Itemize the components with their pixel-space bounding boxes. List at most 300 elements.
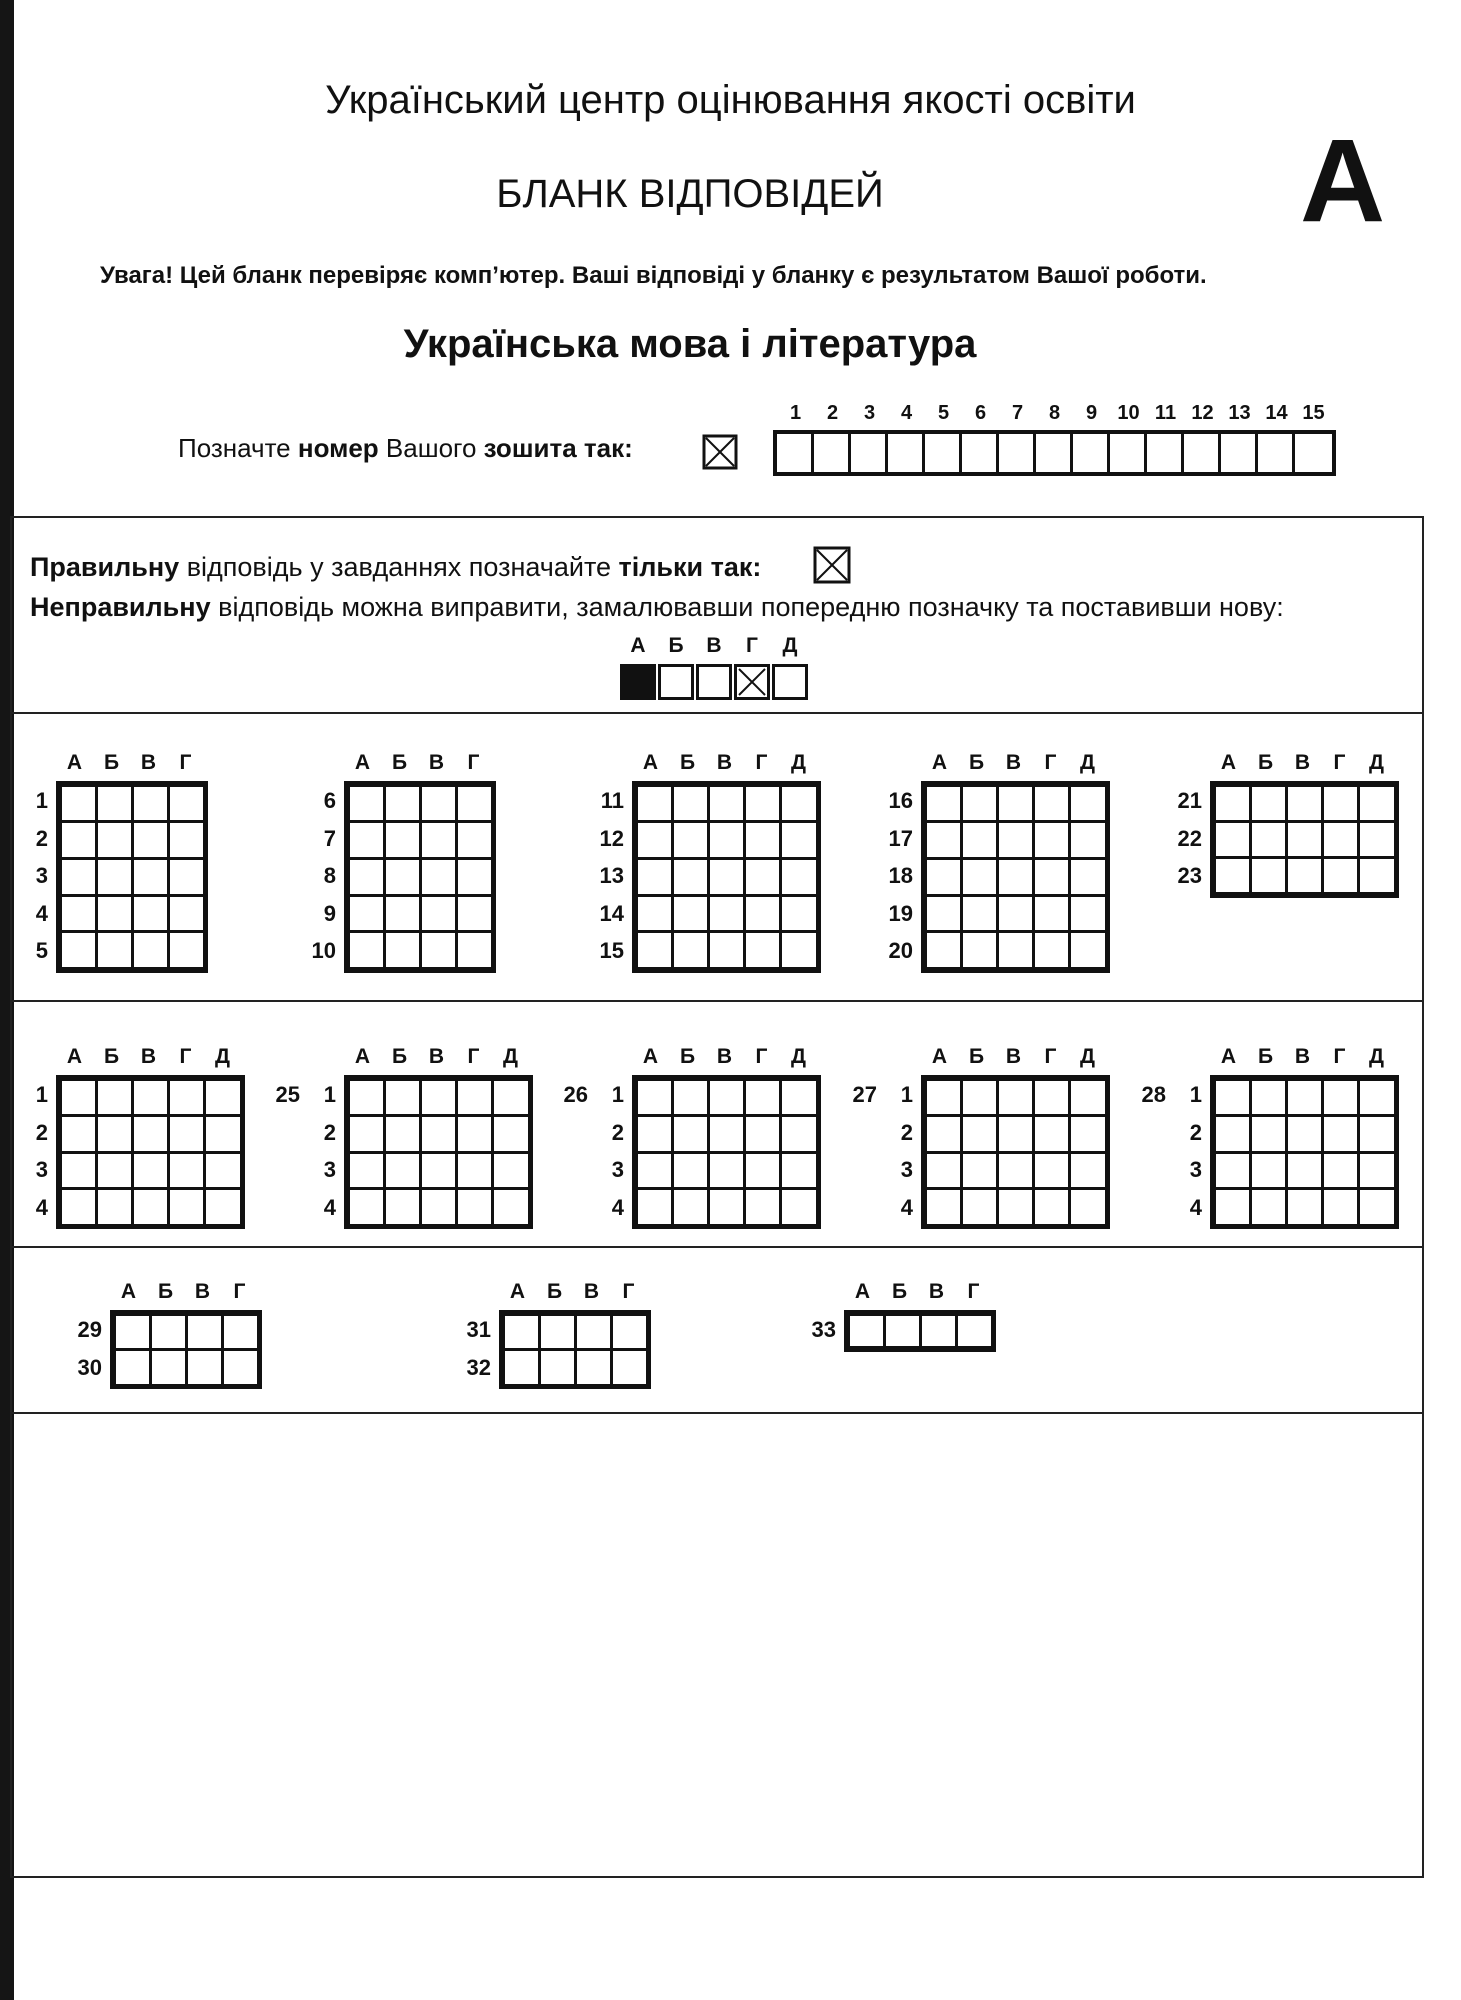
answer-box[interactable] [707,1187,746,1227]
row-number: 1 [611,1082,624,1107]
column-letter: Б [679,1045,696,1068]
answer-box[interactable] [960,1187,999,1227]
notebook-number-label: 15 [1302,402,1325,424]
answer-box[interactable] [919,1313,958,1350]
answer-box[interactable] [167,894,206,934]
answer-box[interactable] [95,820,134,860]
answer-box[interactable] [743,857,782,897]
answer-box[interactable] [707,1151,746,1191]
answer-box[interactable] [1321,856,1360,895]
answer-box[interactable] [996,894,1035,934]
answer-box[interactable] [419,1078,458,1118]
answer-box[interactable] [167,857,206,897]
answer-box[interactable] [1321,784,1360,823]
answer-box[interactable] [960,930,999,970]
answer-box[interactable] [455,1151,494,1191]
divider [10,1246,1424,1248]
column-letter: А [931,751,948,774]
answer-box[interactable] [419,930,458,970]
answer-box[interactable] [113,1313,152,1352]
answer-box[interactable] [419,820,458,860]
wrong-text: відповідь можна виправити, замалювавши попередню позначку та поставивши нову: [210,592,1284,622]
answer-box[interactable] [185,1313,224,1352]
answer-box[interactable] [131,1078,170,1118]
answer-box[interactable] [1068,784,1107,824]
answer-box[interactable] [347,930,386,970]
answer-box[interactable] [347,1151,386,1191]
notebook-box[interactable] [962,434,999,472]
answer-box[interactable] [59,1114,98,1154]
answer-box[interactable] [1068,1151,1107,1191]
answer-box[interactable] [149,1313,188,1352]
answer-box[interactable] [167,1114,206,1154]
answer-box[interactable] [95,1187,134,1227]
column-letter: Д [1369,751,1384,774]
answer-box[interactable] [1249,820,1288,859]
answer-box[interactable] [1032,1114,1071,1154]
answer-box[interactable] [455,820,494,860]
row-number: 2 [35,1119,48,1145]
answer-box[interactable] [779,1187,818,1227]
answer-box[interactable] [671,930,710,970]
answer-box[interactable] [1321,1187,1360,1227]
answer-box[interactable] [924,1114,963,1154]
answer-box[interactable] [491,1151,530,1191]
answer-box[interactable] [1032,820,1071,860]
column-letter: Б [391,751,408,774]
row-number: 17 [888,825,913,851]
answer-box[interactable] [221,1313,260,1352]
answer-box[interactable] [491,1078,530,1118]
answer-box[interactable] [635,1187,674,1227]
divider [10,1412,1424,1414]
notebook-box[interactable] [1295,434,1332,472]
answer-box[interactable] [59,857,98,897]
answer-box[interactable] [635,1151,674,1191]
row-number: 14 [599,900,624,926]
answer-box[interactable] [610,1348,649,1387]
answer-box[interactable] [131,930,170,970]
answer-box[interactable] [924,1078,963,1118]
row-number: 1 [900,1082,913,1107]
answer-box[interactable] [419,1187,458,1227]
answer-box[interactable] [59,1078,98,1118]
row-number: 31 [466,1317,491,1342]
example-letter: Б [668,634,684,657]
column-letter: В [140,751,157,774]
answer-box[interactable] [671,1114,710,1154]
answer-box[interactable] [1213,856,1252,895]
answer-box[interactable] [1213,820,1252,859]
answer-box[interactable] [95,857,134,897]
answer-box[interactable] [538,1313,577,1352]
answer-box[interactable] [635,1114,674,1154]
answer-box[interactable] [1032,1078,1071,1118]
answer-box[interactable] [743,894,782,934]
answer-box[interactable] [203,1187,242,1227]
notebook-box[interactable] [851,434,888,472]
correct-mid: відповідь у завданнях позначайте [179,552,619,582]
notebook-number-boxes[interactable] [773,430,1336,476]
answer-box[interactable] [1357,1078,1396,1118]
answer-box[interactable] [347,894,386,934]
answer-box[interactable] [779,784,818,824]
answer-box[interactable] [131,894,170,934]
row-number: 3 [611,1157,624,1182]
filled-box [620,664,656,700]
notebook-box[interactable] [888,434,925,472]
column-letter: В [140,1045,157,1068]
answer-box[interactable] [707,784,746,824]
answer-box[interactable] [1068,857,1107,897]
answer-box[interactable] [149,1348,188,1387]
answer-box[interactable] [221,1348,260,1387]
task-number: 28 [1141,1082,1166,1107]
answer-box[interactable] [419,894,458,934]
answer-box[interactable] [707,820,746,860]
answer-box[interactable] [635,784,674,824]
answer-box[interactable] [707,1078,746,1118]
answer-box[interactable] [1032,894,1071,934]
answer-box[interactable] [59,1187,98,1227]
answer-box[interactable] [131,857,170,897]
answer-box[interactable] [779,1114,818,1154]
column-letter: Г [967,1280,980,1303]
answer-box[interactable] [779,1151,818,1191]
answer-box[interactable] [996,930,1035,970]
answer-box[interactable] [347,820,386,860]
answer-box[interactable] [743,1114,782,1154]
answer-box[interactable] [574,1348,613,1387]
task-number: 26 [563,1082,588,1107]
answer-box[interactable] [924,930,963,970]
answer-box[interactable] [383,820,422,860]
answer-box[interactable] [167,930,206,970]
answer-box[interactable] [59,930,98,970]
row-number: 2 [1189,1119,1202,1145]
notebook-number-label: 9 [1085,402,1098,424]
answer-box[interactable] [1249,1151,1288,1191]
answer-box[interactable] [131,1114,170,1154]
column-letter: Г [467,1045,480,1068]
answer-box[interactable] [671,784,710,824]
answer-box[interactable] [383,1151,422,1191]
column-letter: Б [1257,1045,1274,1068]
answer-box[interactable] [1285,784,1324,823]
answer-box[interactable] [131,820,170,860]
row-number: 3 [35,863,48,888]
answer-box[interactable] [671,857,710,897]
answer-box[interactable] [671,820,710,860]
answer-box[interactable] [95,894,134,934]
column-letter: Д [215,1045,230,1068]
answer-box[interactable] [960,1078,999,1118]
answer-box[interactable] [635,930,674,970]
answer-box[interactable] [59,820,98,860]
answer-box[interactable] [383,1187,422,1227]
notebook-box[interactable] [925,434,962,472]
answer-box[interactable] [610,1313,649,1352]
divider [10,1000,1424,1002]
row-number: 21 [1177,788,1202,813]
answer-box[interactable] [502,1348,541,1387]
answer-box[interactable] [1213,1187,1252,1227]
answer-box[interactable] [455,857,494,897]
answer-box[interactable] [1249,1078,1288,1118]
correct-only: тільки так: [618,552,762,582]
answer-box[interactable] [1068,930,1107,970]
answer-box[interactable] [996,820,1035,860]
notebook-number-label: 6 [974,402,987,424]
answer-box[interactable] [779,894,818,934]
answer-box[interactable] [167,820,206,860]
answer-box[interactable] [1213,784,1252,823]
answer-box[interactable] [1285,1114,1324,1154]
column-letter: Г [1333,1045,1346,1068]
column-letter: Д [791,1045,806,1068]
answer-box[interactable] [95,930,134,970]
answer-box[interactable] [1321,1114,1360,1154]
answer-box[interactable] [455,1187,494,1227]
answer-box[interactable] [960,1151,999,1191]
answer-box[interactable] [671,1078,710,1118]
answer-grid [56,781,208,973]
notebook-box[interactable] [1184,434,1221,472]
row-number: 4 [900,1194,913,1220]
answer-box[interactable] [347,1078,386,1118]
answer-box[interactable] [113,1348,152,1387]
column-letter: А [120,1280,137,1303]
answer-box[interactable] [1285,1187,1324,1227]
answer-box[interactable] [383,1078,422,1118]
answer-box[interactable] [347,857,386,897]
row-number: 13 [599,863,624,888]
answer-box[interactable] [1032,930,1071,970]
column-letter: В [583,1280,600,1303]
row-number: 1 [323,1082,336,1107]
answer-box[interactable] [635,857,674,897]
answer-box[interactable] [131,1151,170,1191]
answer-box[interactable] [1032,1187,1071,1227]
answer-box[interactable] [779,930,818,970]
answer-box[interactable] [383,857,422,897]
answer-box[interactable] [1032,1151,1071,1191]
answer-box[interactable] [960,857,999,897]
answer-box[interactable] [1068,1187,1107,1227]
wrong-instruction [30,592,1284,623]
answer-box[interactable] [743,784,782,824]
row-number: 3 [900,1157,913,1182]
answer-box[interactable] [960,820,999,860]
answer-box[interactable] [59,784,98,824]
answer-box[interactable] [383,930,422,970]
answer-box[interactable] [59,894,98,934]
answer-box[interactable] [847,1313,886,1350]
answer-box[interactable] [960,1114,999,1154]
answer-box[interactable] [1357,820,1396,859]
notebook-box[interactable] [1221,434,1258,472]
answer-box[interactable] [1213,1114,1252,1154]
answer-box[interactable] [185,1348,224,1387]
notebook-box[interactable] [1073,434,1110,472]
answer-box[interactable] [779,857,818,897]
answer-box[interactable] [924,894,963,934]
answer-box[interactable] [167,1151,206,1191]
answer-box[interactable] [996,1078,1035,1118]
answer-box[interactable] [95,1078,134,1118]
column-letter: Г [1333,751,1346,774]
answer-box[interactable] [203,1078,242,1118]
column-letter: Г [233,1280,246,1303]
answer-box[interactable] [203,1151,242,1191]
answer-box[interactable] [960,784,999,824]
answer-box[interactable] [743,820,782,860]
answer-box[interactable] [1213,1151,1252,1191]
answer-box[interactable] [574,1313,613,1352]
notebook-box[interactable] [999,434,1036,472]
column-letter: А [1220,751,1237,774]
answer-box[interactable] [924,1151,963,1191]
answer-box[interactable] [1357,856,1396,895]
answer-box[interactable] [1321,820,1360,859]
row-number: 5 [35,938,48,963]
answer-box[interactable] [1032,784,1071,824]
answer-box[interactable] [383,1114,422,1154]
answer-box[interactable] [996,1187,1035,1227]
column-letter: А [642,1045,659,1068]
row-number: 29 [77,1317,102,1342]
answer-box[interactable] [419,857,458,897]
answer-box[interactable] [671,894,710,934]
answer-box[interactable] [455,1114,494,1154]
answer-box[interactable] [996,857,1035,897]
answer-box[interactable] [1285,1151,1324,1191]
answer-box[interactable] [743,1078,782,1118]
answer-box[interactable] [455,784,494,824]
answer-box[interactable] [1249,856,1288,895]
answer-box[interactable] [779,820,818,860]
answer-box[interactable] [635,1078,674,1118]
answer-box[interactable] [347,1114,386,1154]
answer-box[interactable] [707,857,746,897]
notebook-number-label: 1 [789,402,802,424]
answer-box[interactable] [419,784,458,824]
answer-box[interactable] [1249,1114,1288,1154]
answer-box[interactable] [1068,1078,1107,1118]
answer-box[interactable] [671,1187,710,1227]
answer-box[interactable] [167,1078,206,1118]
answer-box[interactable] [743,1187,782,1227]
answer-box[interactable] [671,1151,710,1191]
notebook-box[interactable] [1036,434,1073,472]
answer-box[interactable] [924,784,963,824]
answer-box[interactable] [924,1187,963,1227]
column-letter: Д [1369,1045,1384,1068]
answer-box[interactable] [924,820,963,860]
answer-box[interactable] [95,1151,134,1191]
answer-box[interactable] [347,784,386,824]
answer-box[interactable] [1032,857,1071,897]
answer-box[interactable] [707,930,746,970]
answer-box[interactable] [707,1114,746,1154]
answer-box[interactable] [95,784,134,824]
notebook-box[interactable] [1258,434,1295,472]
answer-box[interactable] [635,894,674,934]
answer-box[interactable] [779,1078,818,1118]
answer-box[interactable] [167,1187,206,1227]
answer-box[interactable] [1068,894,1107,934]
answer-box[interactable] [743,930,782,970]
answer-box[interactable] [1285,820,1324,859]
answer-box[interactable] [955,1313,994,1350]
answer-box[interactable] [455,930,494,970]
column-letter: Г [467,751,480,774]
answer-box[interactable] [1285,856,1324,895]
answer-box[interactable] [455,1078,494,1118]
answer-box[interactable] [1068,820,1107,860]
answer-box[interactable] [1321,1151,1360,1191]
answer-box[interactable] [383,784,422,824]
answer-box[interactable] [419,1114,458,1154]
row-number: 4 [35,900,48,926]
answer-box[interactable] [1357,1114,1396,1154]
answer-box[interactable] [347,1187,386,1227]
answer-box[interactable] [203,1114,242,1154]
answer-box[interactable] [167,784,206,824]
answer-box[interactable] [538,1348,577,1387]
answer-box[interactable] [707,894,746,934]
answer-box[interactable] [95,1114,134,1154]
answer-box[interactable] [491,1114,530,1154]
answer-box[interactable] [883,1313,922,1350]
answer-box[interactable] [455,894,494,934]
answer-box[interactable] [419,1151,458,1191]
notebook-box[interactable] [814,434,851,472]
answer-box[interactable] [924,857,963,897]
answer-box[interactable] [131,1187,170,1227]
notebook-number-label: 7 [1011,402,1024,424]
answer-box[interactable] [743,1151,782,1191]
row-number: 3 [35,1157,48,1182]
answer-box[interactable] [1285,1078,1324,1118]
answer-box[interactable] [131,784,170,824]
answer-box[interactable] [1068,1114,1107,1154]
answer-box[interactable] [1357,784,1396,823]
answer-box[interactable] [1321,1078,1360,1118]
row-number: 1 [1189,1082,1202,1107]
answer-box[interactable] [502,1313,541,1352]
notebook-box[interactable] [1110,434,1147,472]
answer-box[interactable] [996,1114,1035,1154]
answer-box[interactable] [1249,1187,1288,1227]
answer-box[interactable] [960,894,999,934]
answer-box[interactable] [59,1151,98,1191]
notebook-number-label: 2 [826,402,839,424]
row-number: 22 [1177,825,1202,851]
notebook-box[interactable] [1147,434,1184,472]
column-letter: Б [968,1045,985,1068]
answer-box[interactable] [491,1187,530,1227]
answer-box[interactable] [1357,1187,1396,1227]
answer-box[interactable] [383,894,422,934]
answer-box[interactable] [1213,1078,1252,1118]
answer-box[interactable] [635,820,674,860]
answer-box[interactable] [1249,784,1288,823]
answer-box[interactable] [996,1151,1035,1191]
notebook-box[interactable] [777,434,814,472]
answer-box[interactable] [1357,1151,1396,1191]
answer-box[interactable] [996,784,1035,824]
